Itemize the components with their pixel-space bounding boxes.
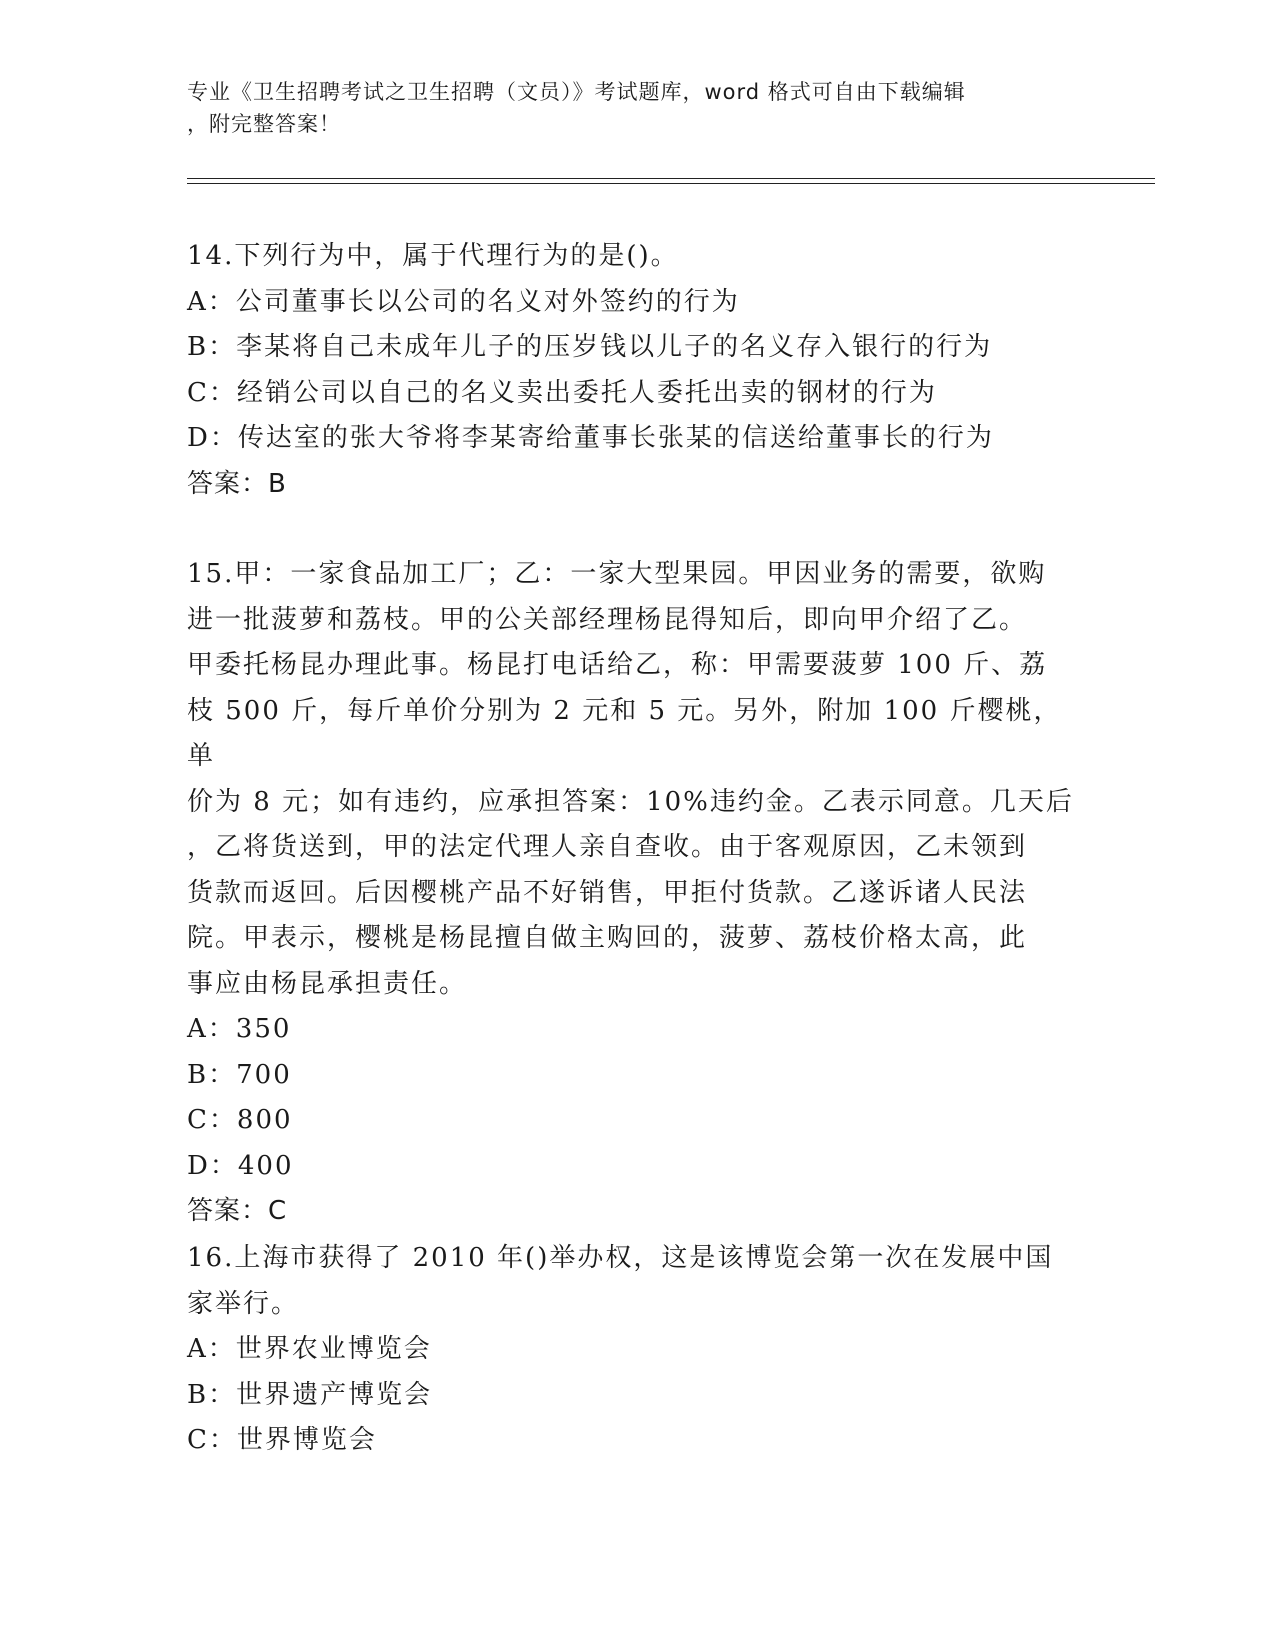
option-text: 400 bbox=[237, 1150, 294, 1181]
header-divider-top bbox=[187, 178, 1155, 179]
question-stem-line: 价为 8 元；如有违约，应承担答案：10%违约金。乙表示同意。几天后 bbox=[187, 786, 1074, 817]
question-stem-line: 甲委托杨昆办理此事。杨昆打电话给乙，称：甲需要菠萝 100 斤、荔 bbox=[187, 650, 1048, 680]
option-label: D bbox=[187, 423, 210, 453]
option-separator: ： bbox=[208, 377, 237, 408]
option-a bbox=[187, 280, 1087, 326]
question-stem-line: 事应由杨昆承担责任。 bbox=[187, 968, 468, 999]
option-separator: ： bbox=[208, 1379, 237, 1410]
option-c bbox=[187, 1418, 1087, 1464]
option-text: 700 bbox=[236, 1059, 292, 1090]
question-stem-line: 15.甲：一家食品加工厂；乙：一家大型果园。甲因业务的需要，欲购 bbox=[187, 559, 1047, 589]
question-stem-line: 家举行。 bbox=[187, 1288, 300, 1319]
option-label: C bbox=[187, 1425, 209, 1455]
option-b bbox=[187, 1373, 1087, 1419]
option-separator: ： bbox=[207, 1014, 236, 1044]
question-stem-line: 货款而返回。后因樱桃产品不好销售，甲拒付货款。乙遂诉诸人民法 bbox=[187, 877, 1028, 908]
question-stem-line: 院。甲表示，樱桃是杨昆擅自做主购回的，菠萝、荔枝价格太高，此 bbox=[187, 923, 1028, 953]
option-label: A bbox=[187, 1014, 208, 1044]
option-label: D bbox=[187, 1150, 210, 1181]
answer-line: 答案：C bbox=[187, 1196, 288, 1226]
option-text: 经销公司以自己的名义卖出委托人委托出卖的钢材的行为 bbox=[236, 377, 937, 408]
question-stem-line: 进一批菠萝和荔枝。甲的公关部经理杨昆得知后，即向甲介绍了乙。 bbox=[187, 604, 1028, 635]
option-label: A bbox=[187, 1334, 208, 1364]
option-label: C bbox=[187, 377, 209, 408]
header-line-1: 专业《卫生招聘考试之卫生招聘（文员）》考试题库，word 格式可自由下载编辑 bbox=[187, 80, 966, 104]
option-a bbox=[187, 1007, 1087, 1053]
header-divider-bottom bbox=[187, 183, 1155, 184]
option-d bbox=[187, 416, 1087, 462]
answer-line: 答案：B bbox=[187, 468, 287, 499]
option-text: 公司董事长以公司的名义对外签约的行为 bbox=[235, 286, 740, 317]
option-text: 传达室的张大爷将李某寄给董事长张某的信送给董事长的行为 bbox=[237, 423, 994, 453]
header-line-2: ，附完整答案！ bbox=[187, 112, 341, 136]
option-label: B bbox=[187, 1379, 209, 1410]
option-text: 李某将自己未成年儿子的压岁钱以儿子的名义存入银行的行为 bbox=[236, 332, 993, 362]
question-14 bbox=[187, 234, 1087, 507]
option-c bbox=[187, 1098, 1087, 1144]
question-15 bbox=[187, 552, 1087, 1235]
option-separator: ： bbox=[207, 286, 236, 317]
question-stem-line: 16.上海市获得了 2010 年()举办权，这是该博览会第一次在发展中国 bbox=[187, 1243, 1054, 1273]
document-header bbox=[187, 76, 1067, 140]
option-b bbox=[187, 1053, 1087, 1099]
option-separator: ： bbox=[208, 1059, 237, 1090]
option-text: 350 bbox=[235, 1014, 292, 1044]
option-text: 世界遗产博览会 bbox=[236, 1379, 433, 1410]
option-label: C bbox=[187, 1105, 209, 1135]
option-separator: ： bbox=[209, 1150, 238, 1181]
option-b bbox=[187, 325, 1087, 371]
option-separator: ： bbox=[208, 1425, 237, 1455]
question-stem: 14.下列行为中，属于代理行为的是()。 bbox=[187, 241, 679, 271]
option-a bbox=[187, 1327, 1087, 1373]
question-stem-line: ，乙将货送到，甲的法定代理人亲自查收。由于客观原因，乙未领到 bbox=[187, 832, 1028, 862]
option-label: B bbox=[187, 1059, 209, 1090]
question-16 bbox=[187, 1236, 1087, 1464]
option-text: 世界农业博览会 bbox=[235, 1334, 432, 1364]
option-label: A bbox=[187, 286, 208, 317]
option-text: 世界博览会 bbox=[236, 1425, 377, 1455]
option-separator: ： bbox=[207, 1334, 236, 1364]
option-separator: ： bbox=[208, 1105, 237, 1135]
option-label: B bbox=[187, 332, 209, 362]
option-text: 800 bbox=[236, 1105, 293, 1135]
option-separator: ： bbox=[208, 332, 237, 362]
question-stem-line: 枝 500 斤，每斤单价分别为 2 元和 5 元。另外，附加 100 斤樱桃，单 bbox=[187, 695, 1062, 771]
option-c bbox=[187, 371, 1087, 417]
option-separator: ： bbox=[209, 423, 238, 453]
option-d bbox=[187, 1144, 1087, 1190]
